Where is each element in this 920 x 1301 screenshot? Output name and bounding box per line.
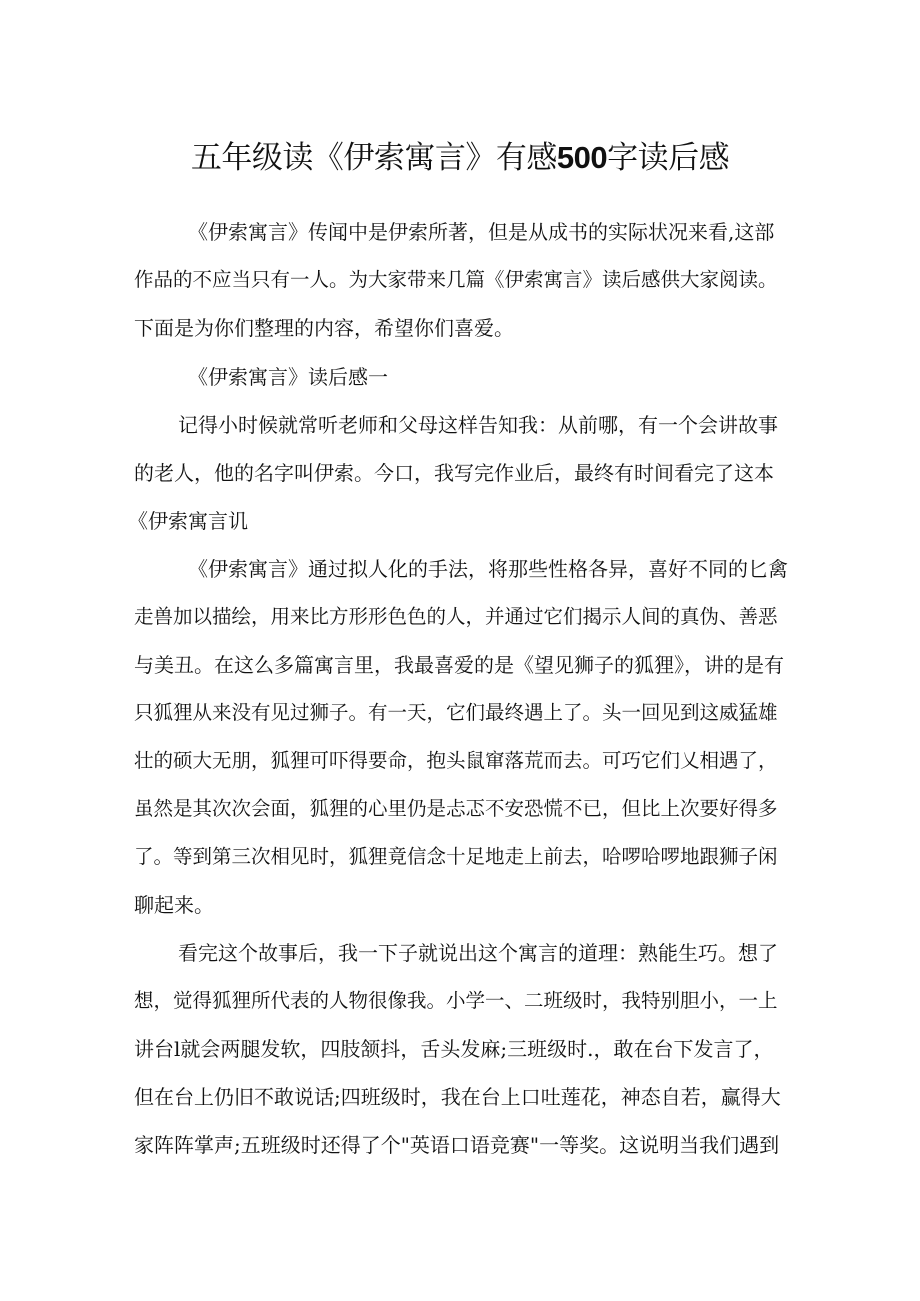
- paragraph-line: 记得小时候就常听老师和父母这样告知我：从前哪，有一个会讲故事: [178, 413, 778, 437]
- paragraph-line: 看完这个故事后，我一下子就说出这个寓言的道理：熟能生巧。想了: [178, 941, 778, 965]
- paragraph-line: 聊起来。: [134, 893, 214, 917]
- paragraph-line: 家阵阵掌声;五班级时还得了个"英语口语竞赛"一等奖。这说明当我们遇到: [134, 1133, 780, 1157]
- title-number: 500: [556, 140, 608, 175]
- paragraph-line: 了。等到第三次相见时，狐狸竟信念十足地走上前去，哈啰哈啰地跟狮子闲: [134, 845, 778, 868]
- title-suffix: 字读后感: [607, 140, 730, 176]
- document-title: [0, 132, 920, 184]
- paragraph-line: 作品的不应当只有一人。为大家带来几篇《伊索寓言》读后感供大家阅读。: [134, 268, 778, 291]
- paragraph-line: 的老人，他的名字叫伊索。今口，我写完作业后，最终有时间看完了这本: [134, 461, 774, 485]
- paragraph-line: 只狐狸从来没有见过狮子。有一天，它们最终遇上了。头一回见到这威猛雄: [134, 701, 778, 724]
- paragraph-line: 虽然是其次次会面，狐狸的心里仍是忐忑不安恐慌不已，但比上次要好得多: [134, 797, 778, 820]
- paragraph-line: 《伊索寓言讥: [128, 509, 248, 533]
- section-heading: 《伊索寓言》读后感一: [188, 365, 388, 389]
- paragraph-line: 壮的硕大无朋，狐狸可吓得要命，抱头鼠窜落荒而去。可巧它们乂相遇了，: [134, 749, 778, 772]
- paragraph-line: 但在台上仍旧不敢说话;四班级时，我在台上口吐莲花，神态自若，赢得大: [134, 1085, 781, 1109]
- paragraph-line: 《伊索寓言》通过拟人化的手法，将那些性格各异，喜好不同的匕禽: [188, 557, 788, 581]
- paragraph-line: 与美丑。在这么多篇寓言里，我最喜爱的是《望见狮子的狐狸》，讲的是有: [134, 653, 784, 677]
- paragraph-line: 想，觉得狐狸所代表的人物很像我。小学一、二班级时，我特别胆小，一上: [134, 989, 778, 1012]
- paragraph-line: 下面是为你们整理的内容，希望你们喜爱。: [134, 316, 514, 340]
- title-prefix: 五年级读《伊索寓言》有感: [190, 140, 557, 176]
- paragraph-line: 讲台l就会两腿发软，四肢颔抖，舌头发麻;三班级时.，敢在台下发言了，: [134, 1037, 774, 1061]
- paragraph-line: 《伊索寓言》传闻中是伊索所著，但是从成书的实际状况来看,这部: [188, 220, 775, 244]
- paragraph-line: 走兽加以描绘，用来比方形形色色的人，并通过它们揭示人间的真伪、善恶: [134, 605, 778, 628]
